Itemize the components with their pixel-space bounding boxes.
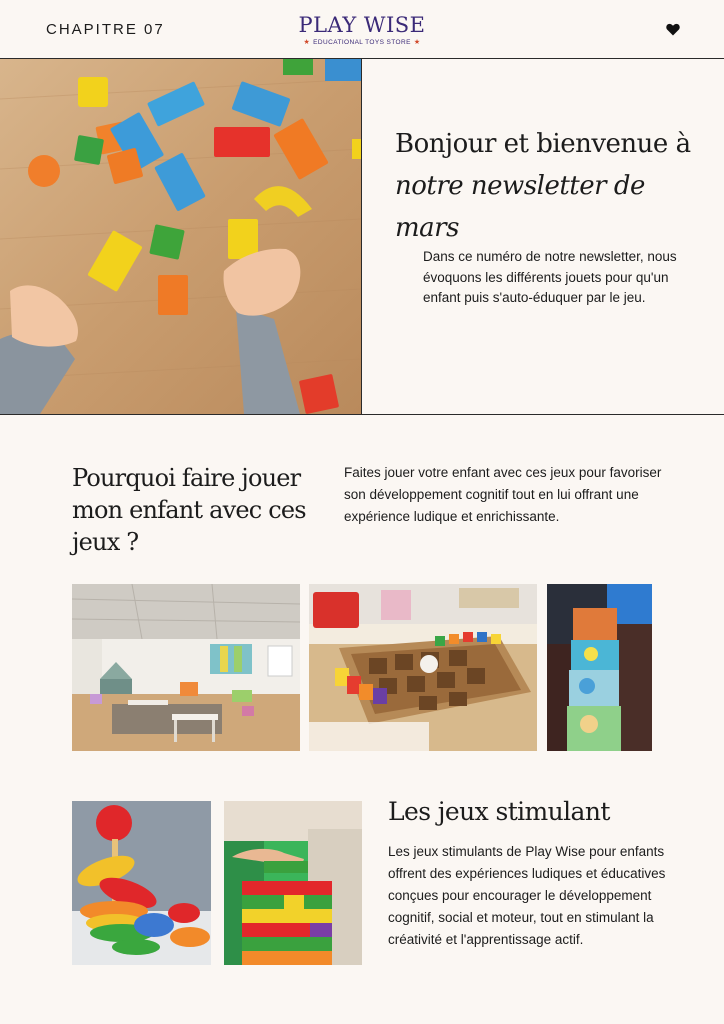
brand-tagline-text: EDUCATIONAL TOYS STORE bbox=[313, 39, 411, 46]
hero-title bbox=[395, 123, 695, 249]
section3-title: Les jeux stimulant bbox=[388, 797, 610, 826]
classroom-image bbox=[72, 584, 300, 751]
page-header bbox=[0, 0, 724, 59]
star-icon: ★ bbox=[303, 39, 311, 46]
section3-text: Les jeux stimulants de Play Wise pour enfants offrent des expériences ludiques et éducatives conçues pour encourager le développement cognitif, social et moteur, tout en stimulant la créativité et l'apprentissage actif. bbox=[388, 844, 666, 947]
section2-title: Pourquoi faire jouer mon enfant avec ces jeux ? bbox=[72, 464, 306, 556]
brand-name: PLAY WISE bbox=[298, 13, 426, 37]
heart-icon[interactable] bbox=[666, 23, 680, 36]
stacking-rings-image bbox=[72, 801, 211, 965]
brand-logo bbox=[290, 14, 434, 46]
stacking-tower-image bbox=[224, 801, 362, 965]
hero-intro-text: Dans ce numéro de notre newsletter, nous évoquons les différents jouets pour qu'un enfant puis s'auto-éduquer par le jeu. bbox=[423, 249, 677, 305]
hero-title-line1: Bonjour et bienvenue à bbox=[395, 129, 691, 159]
stacking-boxes-image bbox=[547, 584, 652, 751]
hero-section bbox=[0, 59, 724, 415]
hero-title-line2: notre newsletter de mars bbox=[395, 171, 645, 243]
wooden-letters-image bbox=[309, 584, 537, 751]
brand-tagline bbox=[290, 38, 434, 46]
chapter-label: CHAPITRE 07 bbox=[46, 21, 165, 38]
section2-text: Faites jouer votre enfant avec ces jeux pour favoriser son développement cognitif tout en lui offrant une expérience ludique et enrichissante. bbox=[344, 465, 662, 524]
hero-image-wooden-blocks bbox=[0, 59, 362, 414]
star-icon: ★ bbox=[413, 39, 421, 46]
